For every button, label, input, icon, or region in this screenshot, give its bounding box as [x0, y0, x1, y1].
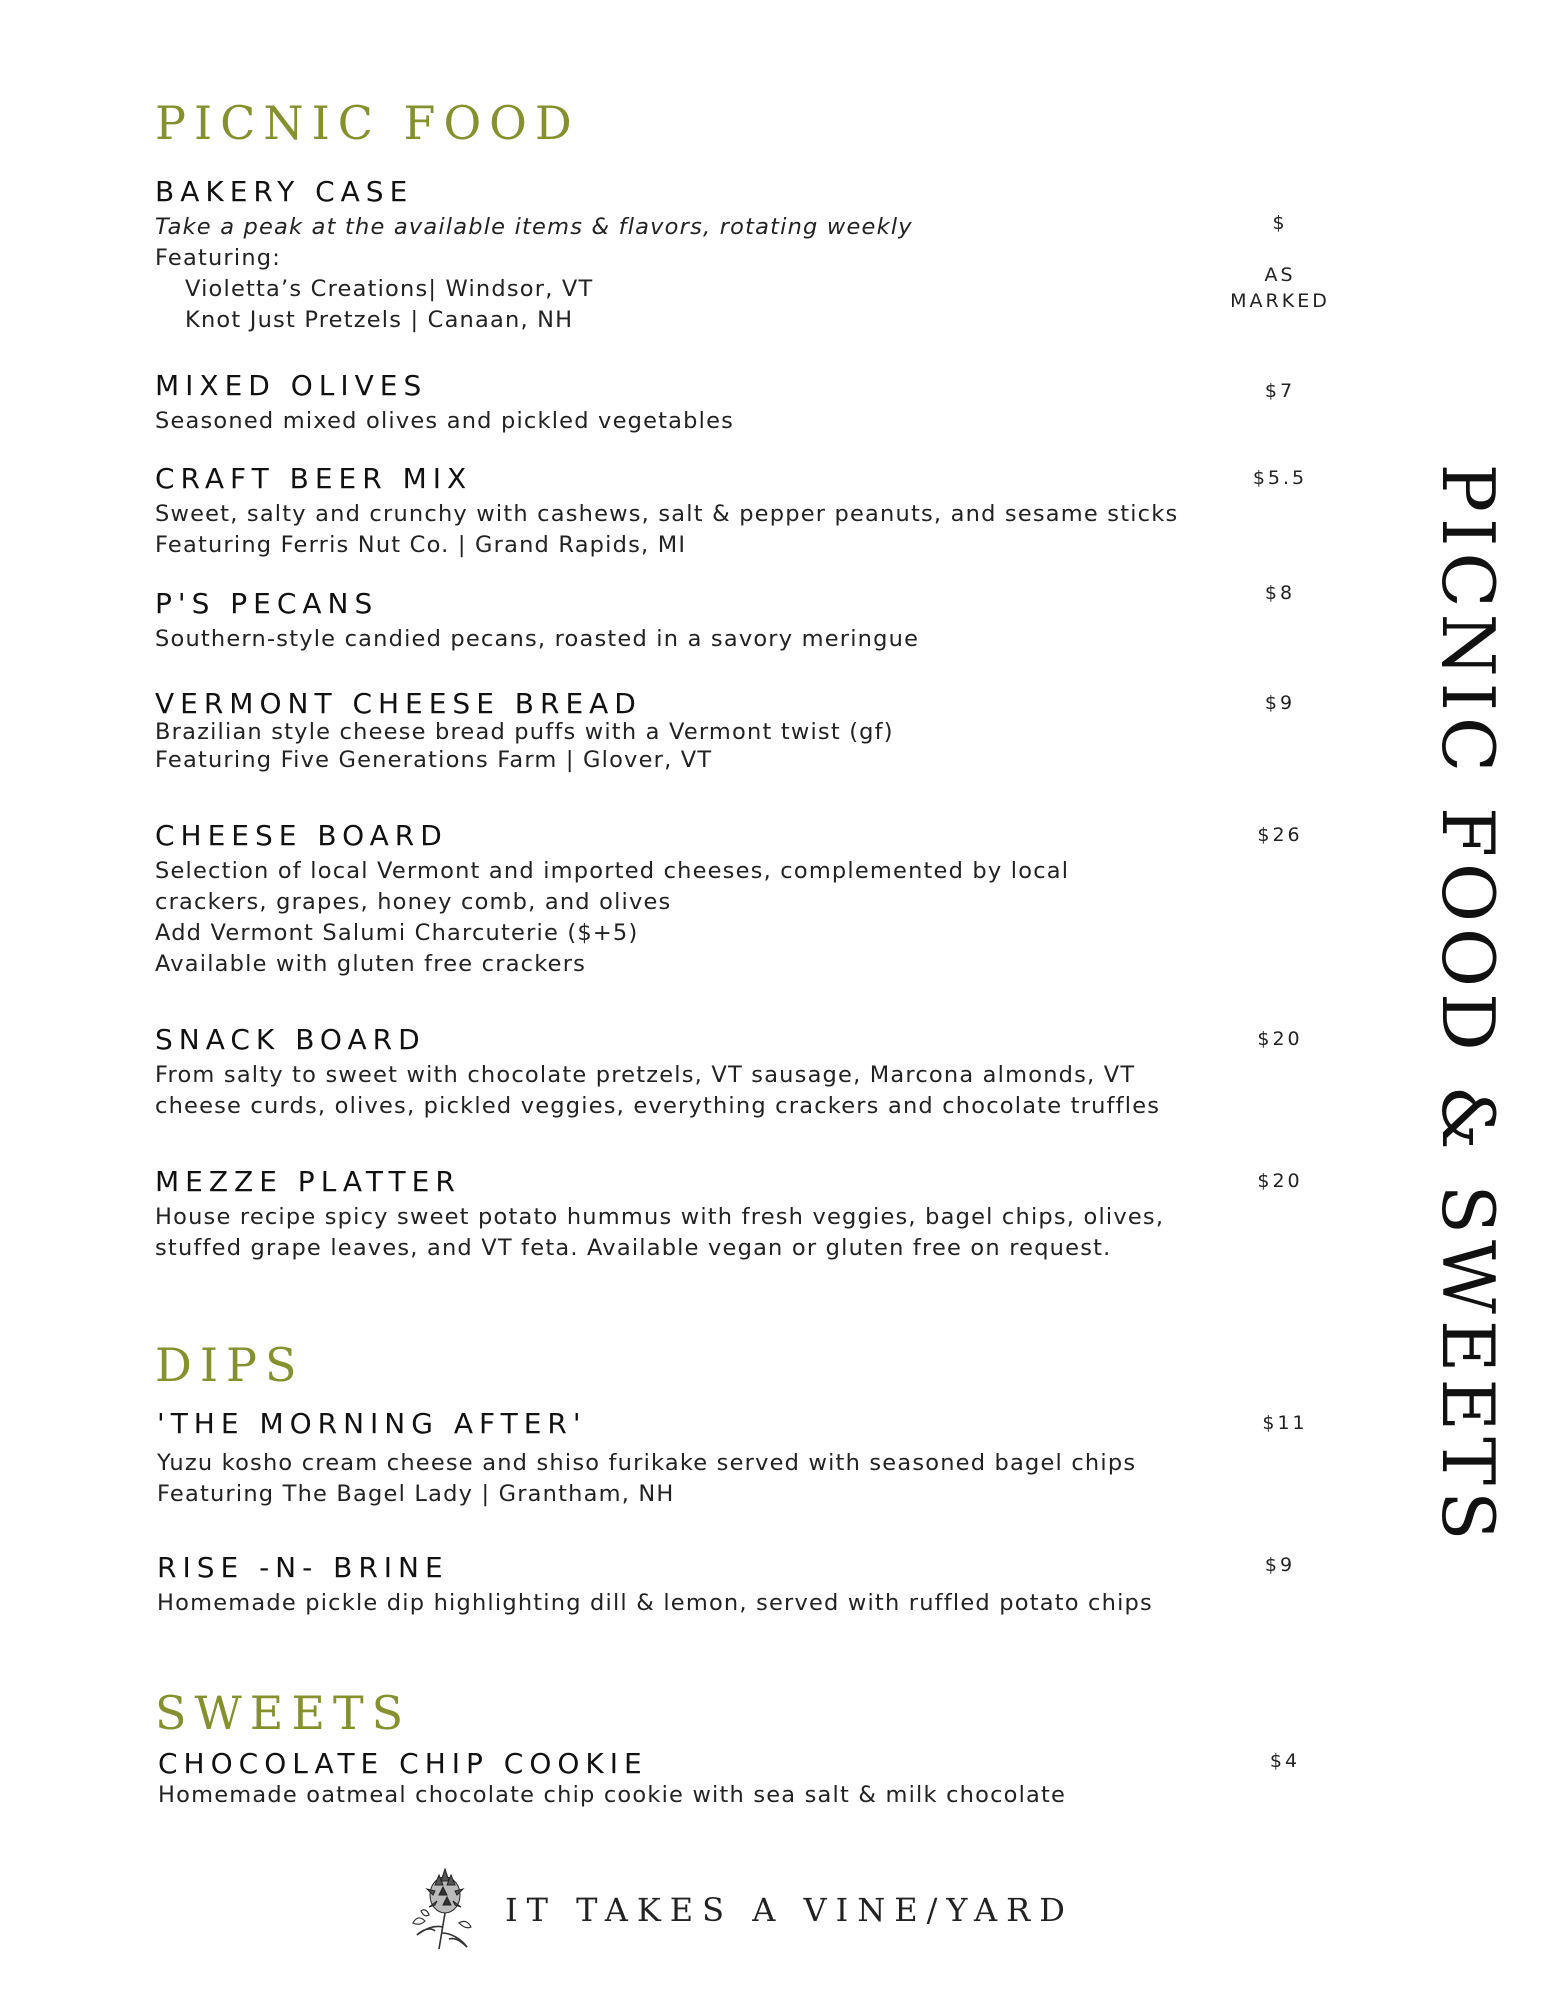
price-mezze-platter: $20: [1257, 1170, 1303, 1192]
section-title-sweets: SWEETS: [155, 1686, 412, 1740]
item-description: House recipe spicy sweet potato hummus with fresh veggies, bagel chips, olives, stuffed grape leaves, and VT feta. Available vegan or gluten free on request.: [155, 1204, 1165, 1261]
item-description: Seasoned mixed olives and pickled vegetables: [155, 408, 735, 434]
item-name: SNACK BOARD: [155, 1023, 426, 1056]
menu-item-ps-pecans: [155, 587, 1215, 655]
item-name: P'S PECANS: [155, 587, 379, 620]
item-description: Homemade pickle dip highlighting dill & lemon, served with ruffled potato chips: [157, 1590, 1153, 1616]
menu-item-mezze-platter: [155, 1165, 1215, 1264]
menu-item-mixed-olives: [155, 369, 1215, 437]
menu-item-cheese-board: [155, 819, 1215, 980]
menu-item-snack-board: [155, 1023, 1215, 1122]
price-cheese-board: $26: [1257, 824, 1303, 846]
price-rise-n-brine: $9: [1264, 1554, 1296, 1576]
price-the-morning-after: $11: [1262, 1412, 1308, 1434]
menu-item-chocolate-chip-cookie: [158, 1747, 1218, 1811]
section-title-picnic-food: PICNIC FOOD: [155, 96, 580, 150]
price-snack-board: $20: [1257, 1028, 1303, 1050]
menu-item-the-morning-after: [157, 1407, 1217, 1510]
item-name: BAKERY CASE: [155, 175, 414, 208]
item-description: Southern-style candied pecans, roasted in a savory meringue: [155, 626, 920, 652]
footer-brand: [405, 1865, 1074, 1955]
brand-name: IT TAKES A VINE/YARD: [505, 1891, 1074, 1929]
side-title: PICNIC FOOD & SWEETS: [1426, 463, 1510, 1547]
item-name: MEZZE PLATTER: [155, 1165, 461, 1198]
item-name: VERMONT CHEESE BREAD: [155, 687, 642, 720]
price-vermont-cheese-bread: $9: [1264, 692, 1296, 714]
item-vendor: Knot Just Pretzels | Canaan, NH: [185, 307, 574, 333]
item-description: Brazilian style cheese bread puffs with a Vermont twist (gf) Featuring Five Generations Farm | Glover, VT: [155, 719, 894, 773]
item-description: Yuzu kosho cream cheese and shiso furikake served with seasoned bagel chips Featuring The Bagel Lady | Grantham, NH: [157, 1450, 1137, 1507]
section-title-dips: DIPS: [155, 1338, 305, 1392]
menu-item-vermont-cheese-bread: [155, 687, 1215, 774]
price-ps-pecans: $8: [1264, 582, 1296, 604]
menu-item-rise-n-brine: [157, 1551, 1217, 1619]
menu-item-craft-beer-mix: [155, 462, 1215, 561]
item-name: MIXED OLIVES: [155, 369, 428, 402]
price-mixed-olives: $7: [1264, 380, 1296, 402]
item-name: CHEESE BOARD: [155, 819, 448, 852]
menu-item-bakery-case: [155, 175, 1215, 336]
item-vendor: Violetta’s Creations| Windsor, VT: [185, 276, 594, 302]
item-name: RISE -N- BRINE: [157, 1551, 449, 1584]
price-symbol: $: [1272, 212, 1288, 234]
item-tagline: Take a peak at the available items & flavors, rotating weekly: [155, 214, 913, 240]
item-name: CHOCOLATE CHIP COOKIE: [158, 1747, 648, 1780]
item-description: Sweet, salty and crunchy with cashews, salt & pepper peanuts, and sesame sticks Featuring Ferris Nut Co. | Grand Rapids, MI: [155, 501, 1179, 558]
clover-flower-icon: [405, 1865, 483, 1955]
item-featuring-label: Featuring:: [155, 245, 282, 271]
item-description: From salty to sweet with chocolate pretzels, VT sausage, Marcona almonds, VT cheese curds, olives, pickled veggies, everything crackers and chocolate truffles: [155, 1062, 1161, 1119]
price-chocolate-chip-cookie: $4: [1269, 1750, 1301, 1772]
price-bakery-case: [1200, 184, 1360, 340]
price-text: AS MARKED: [1230, 264, 1330, 312]
item-name: CRAFT BEER MIX: [155, 462, 473, 495]
item-name: 'THE MORNING AFTER': [157, 1407, 587, 1440]
item-description: Homemade oatmeal chocolate chip cookie with sea salt & milk chocolate: [158, 1782, 1067, 1808]
item-description: Selection of local Vermont and imported cheeses, complemented by local crackers, grapes, honey comb, and olives Add Vermont Salumi Charcuterie ($+5) Available with gluten free crackers: [155, 858, 1070, 977]
price-craft-beer-mix: $5.5: [1252, 467, 1308, 489]
